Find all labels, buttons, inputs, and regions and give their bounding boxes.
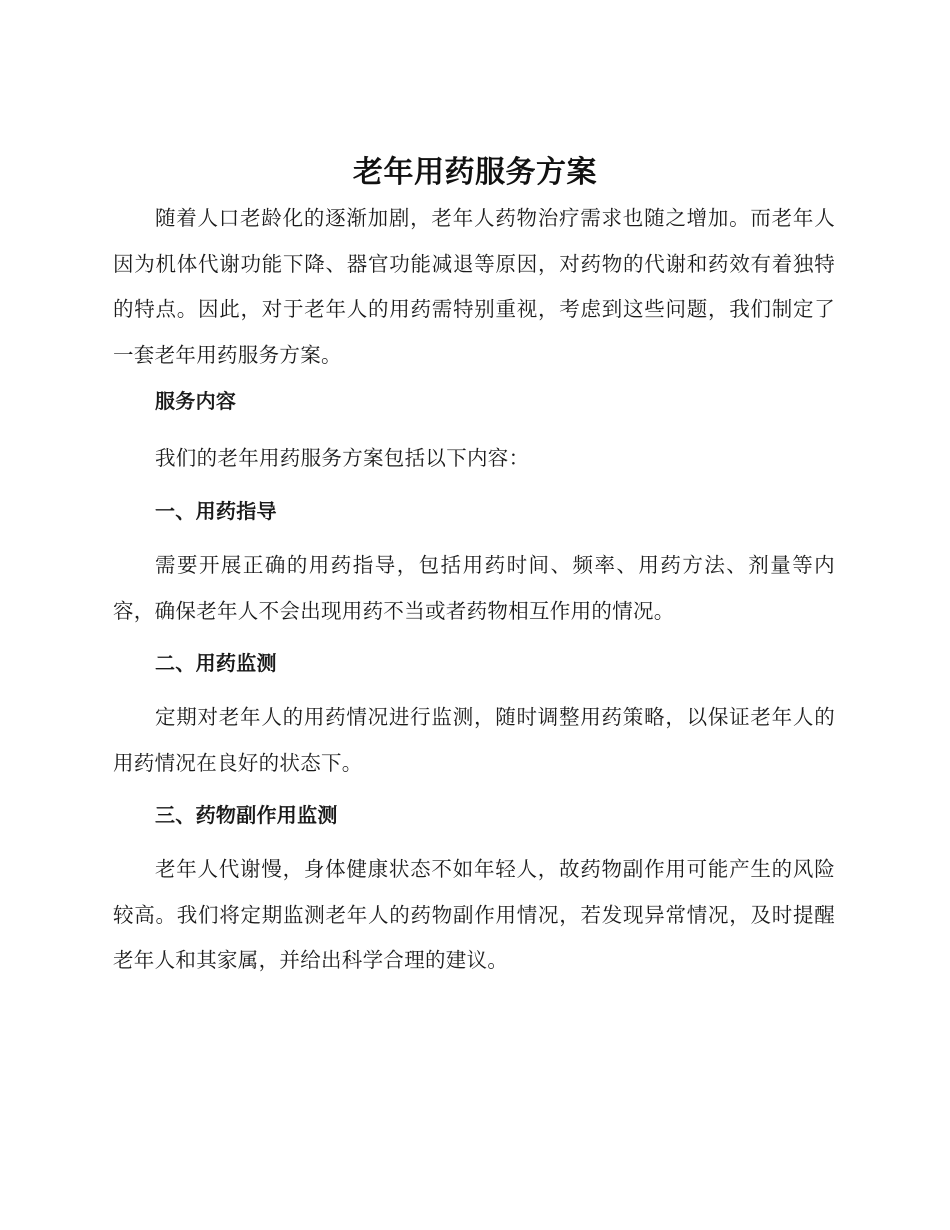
section-heading-side-effects: 三、药物副作用监测	[155, 803, 338, 827]
document-title: 老年用药服务方案	[353, 155, 597, 190]
service-heading: 服务内容	[155, 389, 237, 413]
section-body-side-effects: 老年人代谢慢，身体健康状态不如年轻人，故药物副作用可能产生的风险较高。我们将定期监测老年人的药物副作用情况，若发现异常情况，及时提醒老年人和其家属，并给出科学合理的建议。	[113, 857, 835, 972]
section-body-guidance: 需要开展正确的用药指导，包括用药时间、频率、用药方法、剂量等内容，确保老年人不会出现用药不当或者药物相互作用的情况。	[113, 553, 835, 623]
intro-paragraph: 随着人口老龄化的逐渐加剧，老年人药物治疗需求也随之增加。而老年人因为机体代谢功能下降、器官功能减退等原因，对药物的代谢和药效有着独特的特点。因此，对于老年人的用药需特别重视，考虑到这些问题，我们制定了一套老年用药服务方案。	[113, 206, 835, 367]
section-heading-monitoring: 二、用药监测	[155, 651, 277, 675]
service-intro: 我们的老年用药服务方案包括以下内容：	[155, 446, 530, 470]
section-body-monitoring: 定期对老年人的用药情况进行监测，随时调整用药策略，以保证老年人的用药情况在良好的状态下。	[113, 705, 835, 775]
section-heading-guidance: 一、用药指导	[155, 499, 277, 523]
